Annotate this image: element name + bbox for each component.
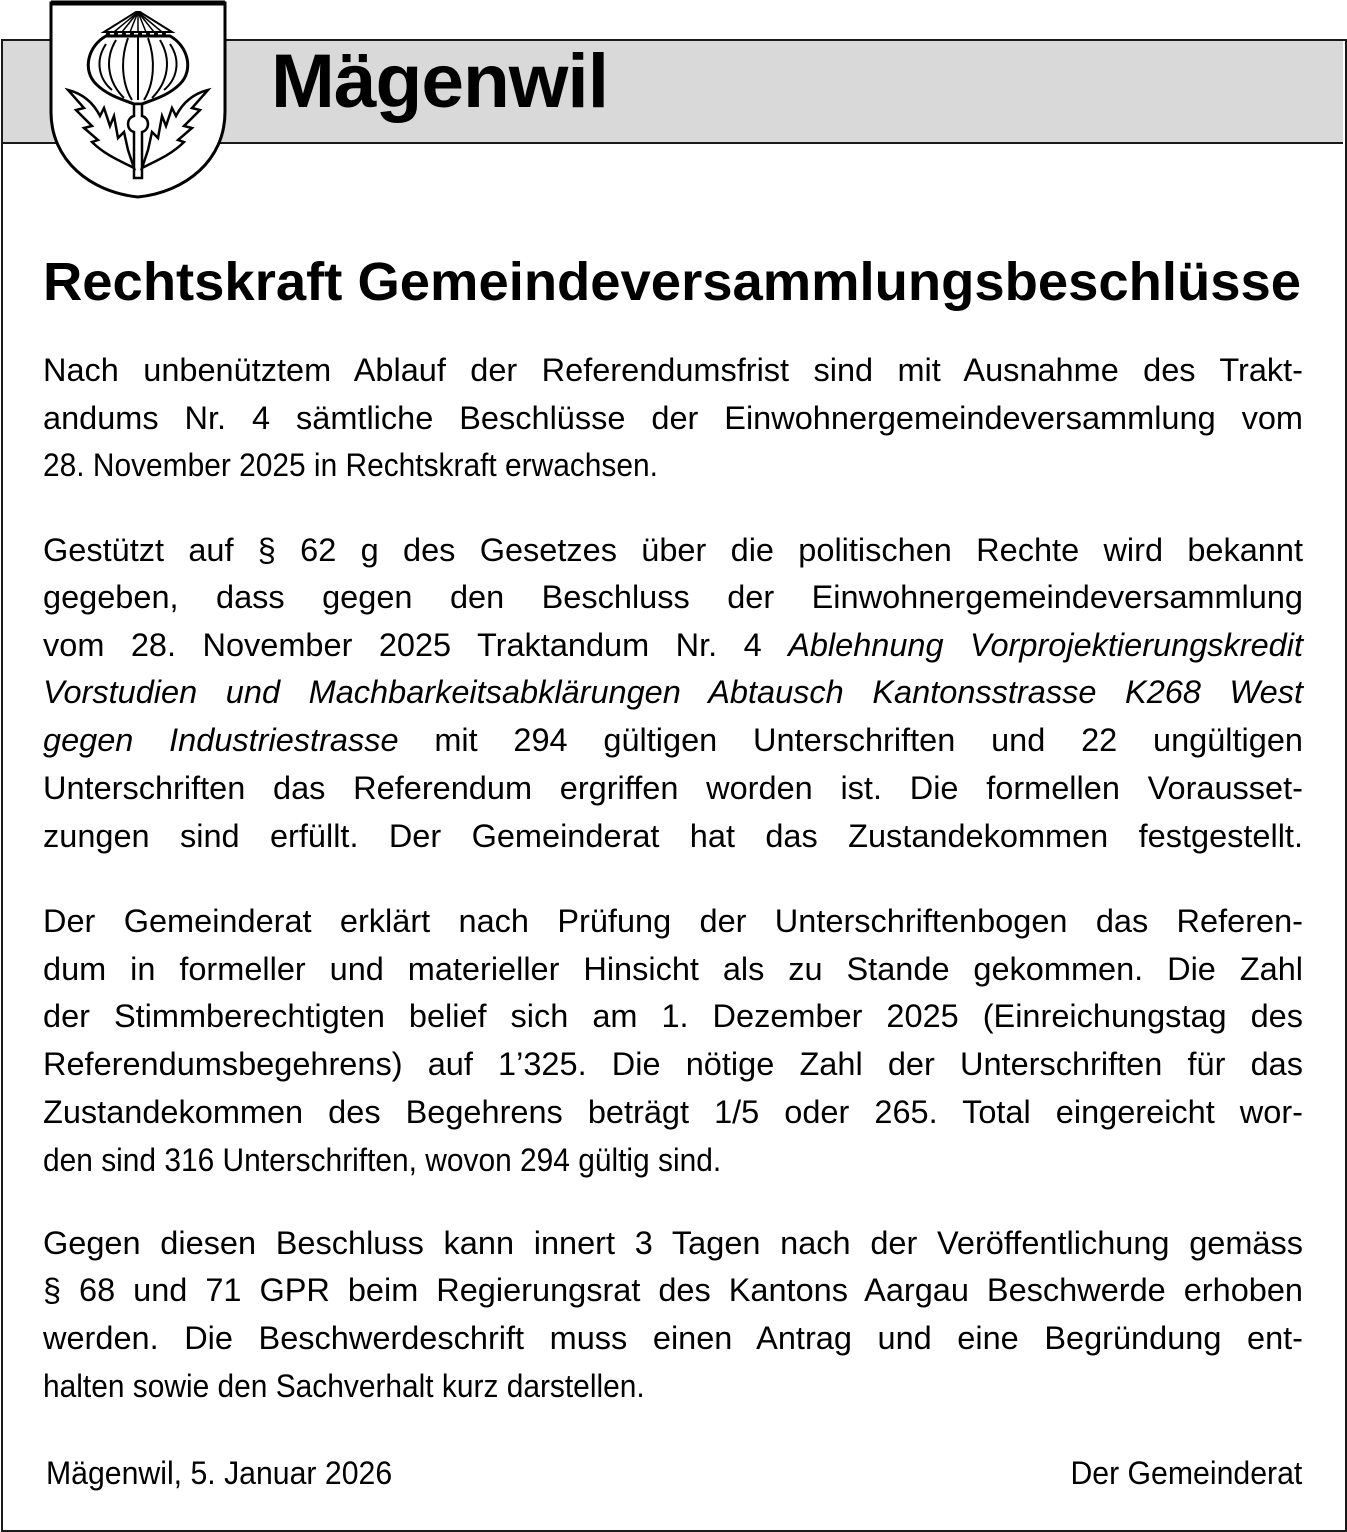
text-line: andums Nr. 4 sämtliche Beschlüsse der Einwohnergemeindeversammlung vom xyxy=(43,400,1303,436)
place-date: Mägenwil, 5. Januar 2026 xyxy=(46,1455,393,1491)
text-line: Gegen diesen Beschluss kann innert 3 Tagen nach der Veröffentlichung gemäss xyxy=(43,1225,1303,1261)
text-line: den sind 316 Unterschriften, wovon 294 gültig sind. xyxy=(43,1142,722,1178)
text-line: werden. Die Beschwerdeschrift muss einen Antrag und eine Begründung ent- xyxy=(43,1320,1303,1356)
text-line: dum in formeller und materieller Hinsicht als zu Stande gekommen. Die Zahl xyxy=(43,951,1303,987)
text-run: vom 28. November 2025 Traktandum Nr. 4 xyxy=(43,627,789,663)
coat-of-arms-icon xyxy=(48,0,228,200)
text-line: § 68 und 71 GPR beim Regierungsrat des Kantons Aargau Beschwerde erhoben xyxy=(43,1272,1303,1308)
notice-title: Rechtskraft Gemeindeversammlungsbeschlüsse xyxy=(43,252,1301,312)
text-line: halten sowie den Sachverhalt kurz darstellen. xyxy=(43,1368,645,1404)
text-line: Nach unbenütztem Ablauf der Referendumsfrist sind mit Ausnahme des Trakt- xyxy=(43,352,1303,388)
text-line: der Stimmberechtigten belief sich am 1. Dezember 2025 (Einreichungstag des xyxy=(43,998,1303,1034)
text-line xyxy=(43,720,1303,760)
italic-agenda-item: Vorstudien und Machbarkeitsabklärungen Abtausch Kantonsstrasse K268 West xyxy=(43,674,1303,710)
text-line: gegeben, dass gegen den Beschluss der Einwohnergemeindeversammlung xyxy=(43,579,1303,615)
signature: Der Gemeinderat xyxy=(1070,1455,1302,1491)
italic-agenda-item: Ablehnung Vorprojektierungskredit xyxy=(788,627,1303,663)
italic-agenda-item: gegen Industriestrasse xyxy=(43,722,399,758)
text-line: Referendumsbegehrens) auf 1’325. Die nötige Zahl der Unterschriften für das xyxy=(43,1046,1303,1082)
text-line: Der Gemeinderat erklärt nach Prüfung der Unterschriftenbogen das Referen- xyxy=(43,903,1303,939)
text-line: 28. November 2025 in Rechtskraft erwachsen. xyxy=(43,447,658,483)
text-line xyxy=(43,625,1303,665)
text-line: zungen sind erfüllt. Der Gemeinderat hat das Zustandekommen festgestellt. xyxy=(43,818,1303,854)
municipality-name: Mägenwil xyxy=(271,39,608,124)
text-line xyxy=(43,672,1303,712)
text-line: Zustandekommen des Begehrens beträgt 1/5 oder 265. Total eingereicht wor- xyxy=(43,1094,1303,1130)
text-run: mit 294 gültigen Unterschriften und 22 ungültigen xyxy=(398,722,1303,758)
text-line: Gestützt auf § 62 g des Gesetzes über die politischen Rechte wird bekannt xyxy=(43,532,1303,568)
text-line: Unterschriften das Referendum ergriffen worden ist. Die formellen Vorausset- xyxy=(43,770,1303,806)
